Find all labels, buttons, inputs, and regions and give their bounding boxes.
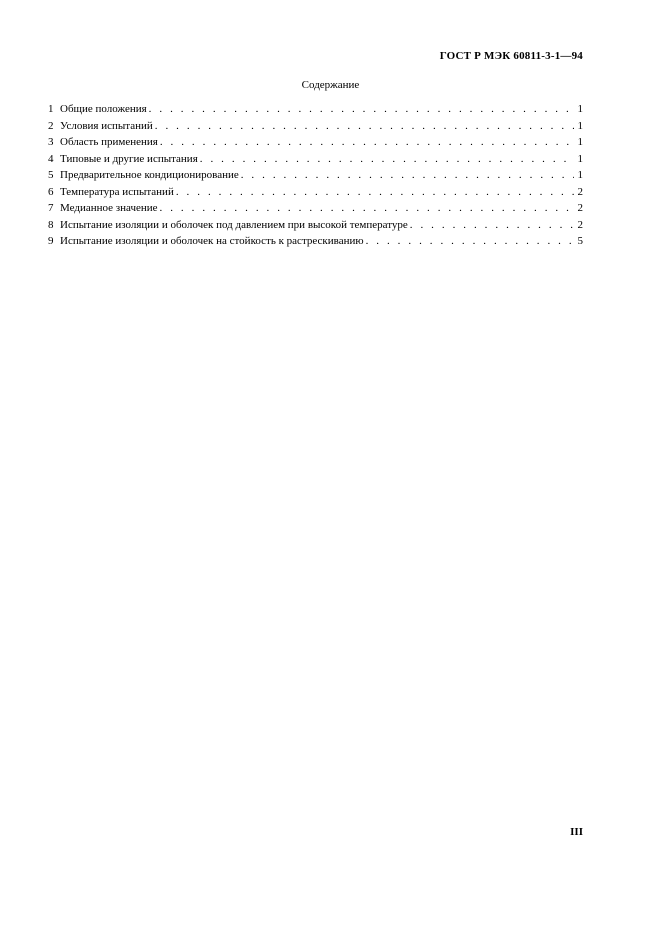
toc-item-page: 1 — [577, 136, 583, 148]
toc-item-text: Предварительное кондиционирование — [60, 169, 239, 181]
toc-item-number: 3 — [48, 136, 54, 148]
toc-item-7[interactable] — [48, 200, 583, 217]
page-number: III — [570, 826, 583, 838]
toc-leader-dots — [239, 167, 574, 184]
toc-leader-dots — [364, 233, 574, 250]
toc-title: Содержание — [301, 79, 360, 91]
toc-item-8[interactable] — [48, 217, 583, 234]
toc-leader-dots — [198, 151, 574, 168]
toc-item-page: 2 — [577, 185, 583, 198]
toc-item-number: 2 — [48, 119, 54, 132]
toc-item-number: 8 — [48, 218, 54, 231]
toc-item-page: 1 — [577, 119, 583, 132]
table-of-contents — [48, 101, 583, 250]
toc-leader-dots — [147, 101, 574, 118]
toc-item-page: 1 — [577, 103, 583, 115]
toc-leader-dots — [158, 134, 574, 151]
toc-item-page: 5 — [577, 235, 583, 247]
toc-item-6[interactable] — [48, 184, 583, 201]
toc-item-page: 1 — [577, 169, 583, 181]
toc-item-5[interactable] — [48, 167, 583, 184]
toc-item-page: 2 — [577, 218, 583, 231]
document-code-header: ГОСТ Р МЭК 60811-3-1—94 — [439, 50, 583, 62]
toc-item-number: 1 — [48, 103, 54, 115]
toc-item-text: Температура испытаний — [60, 185, 174, 198]
toc-leader-dots — [408, 217, 574, 234]
toc-item-page: 2 — [577, 202, 583, 214]
toc-item-page: 1 — [577, 152, 583, 165]
toc-item-text: Общие положения — [60, 103, 147, 115]
toc-item-number: 4 — [48, 152, 54, 165]
toc-item-9[interactable] — [48, 233, 583, 250]
toc-item-text: Испытание изоляции и оболочек на стойкость к растрескиванию — [60, 235, 364, 247]
toc-item-1[interactable] — [48, 101, 583, 118]
toc-item-3[interactable] — [48, 134, 583, 151]
toc-item-number: 6 — [48, 185, 54, 198]
toc-item-text: Типовые и другие испытания — [60, 152, 198, 165]
toc-item-number: 7 — [48, 202, 54, 214]
toc-item-text: Область применения — [60, 136, 158, 148]
toc-item-number: 9 — [48, 235, 54, 247]
toc-item-number: 5 — [48, 169, 54, 181]
toc-leader-dots — [174, 184, 574, 201]
toc-item-text: Условия испытаний — [60, 119, 153, 132]
toc-item-4[interactable] — [48, 151, 583, 168]
toc-leader-dots — [153, 118, 574, 135]
toc-leader-dots — [158, 200, 574, 217]
toc-item-2[interactable] — [48, 118, 583, 135]
toc-item-text: Испытание изоляции и оболочек под давлением при высокой температуре — [60, 218, 408, 231]
toc-item-text: Медианное значение — [60, 202, 158, 214]
